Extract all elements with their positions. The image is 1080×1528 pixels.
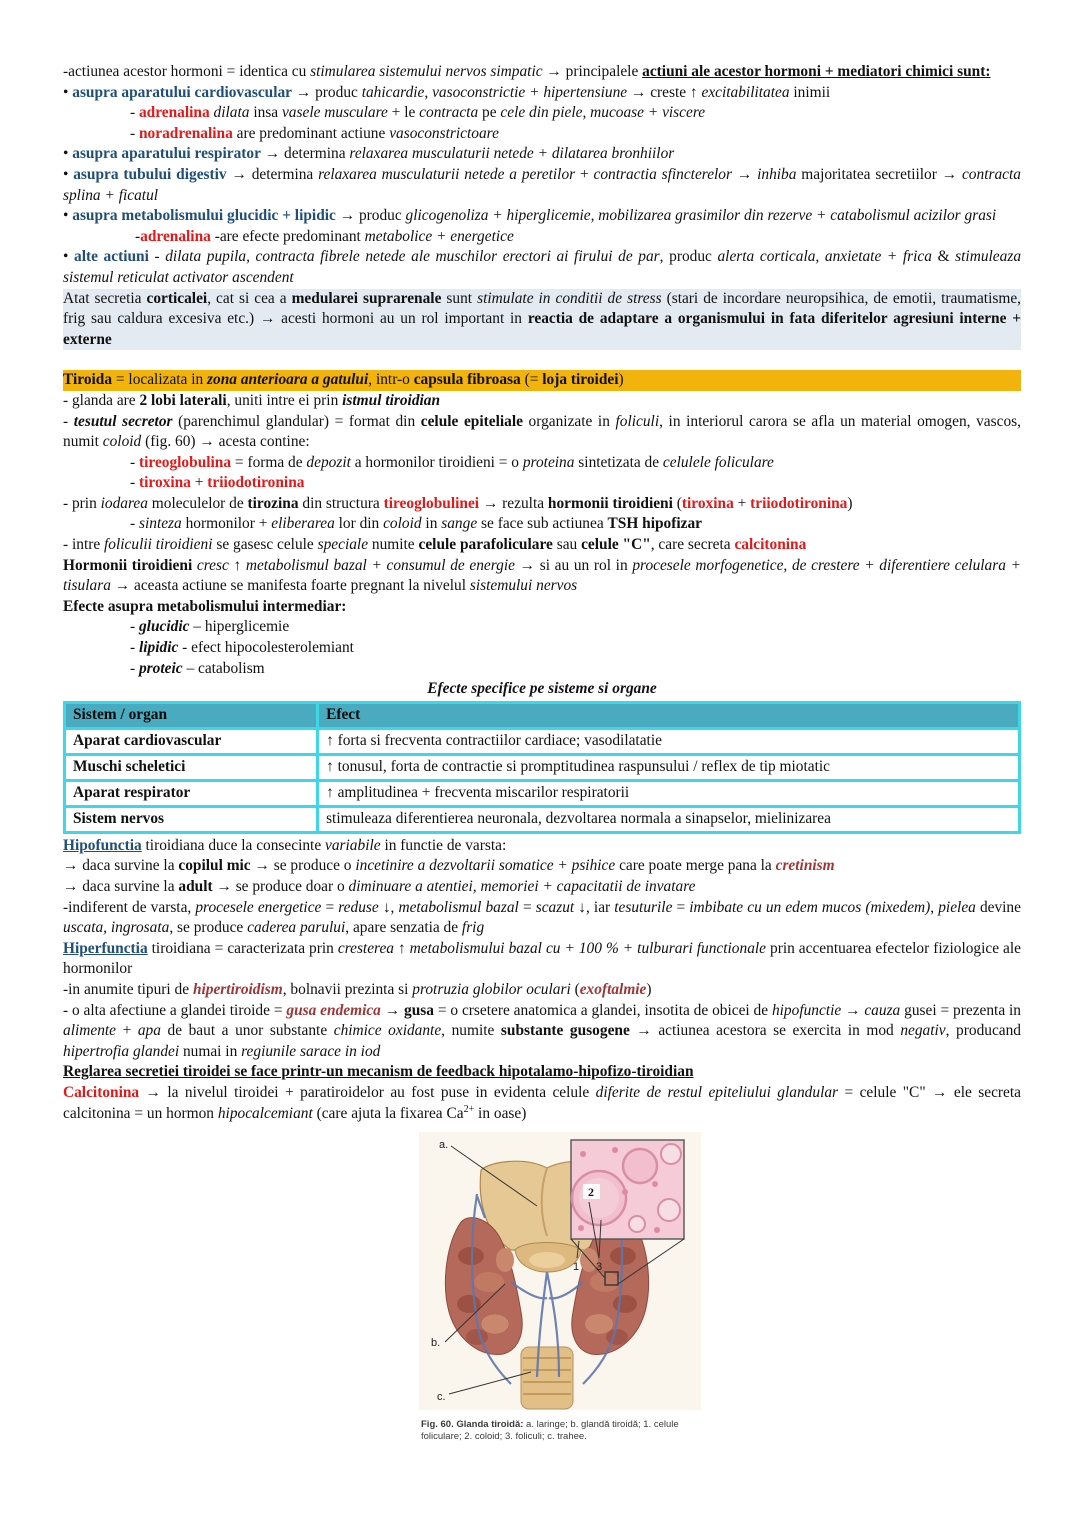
figure-label-a: a.	[439, 1139, 449, 1152]
document-body-bottom	[63, 836, 1021, 1124]
paragraph: -actiunea acestor hormoni = identica cu stimularea sistemului nervos simpatic → principalele actiuni ale acestor hormoni + mediatori chimici sunt:	[63, 63, 991, 80]
paragraph: - intre foliculii tiroidieni se gasesc celule speciale numite celule parafoliculare sau celule "C", care secreta calcitonina	[63, 536, 807, 554]
table-cell: stimuleaza diferentierea neuronala, dezvoltarea normala a sinapselor, mielinizarea	[318, 806, 1020, 832]
paragraph: - glucidic – hiperglicemie	[130, 618, 290, 636]
figure-label-1: 1	[573, 1261, 580, 1274]
paragraph: - sinteza hormonilor + eliberarea lor din coloid in sange se face sub actiunea TSH hipofizar	[130, 515, 702, 533]
figure-caption: Fig. 60. Glanda tiroidă: a. laringe; b. glandă tiroidă; 1. celule foliculare; 2. coloid; 3. foliculi; c. trahee.	[421, 1418, 679, 1442]
paragraph: Hiperfunctia tiroidiana = caracterizata prin cresterea ↑ metabolismului bazal cu + 100 % + tulburari functionale prin accentuarea efectelor fiziologice ale hormonilor	[63, 939, 1021, 978]
paragraph: - proteic – catabolism	[130, 659, 265, 677]
paragraph: Efecte specifice pe sisteme si organe	[427, 680, 657, 698]
paragraph: - prin iodarea moleculelor de tirozina din structura tireoglobulinei → rezulta hormonii tiroidieni (tiroxina + triiodotironina)	[63, 494, 853, 512]
table-row	[65, 754, 1020, 780]
paragraph: - tireoglobulina = forma de depozit a hormonilor tiroidieni = o proteina sintetizata de celulele foliculare	[130, 453, 774, 471]
table-row	[65, 780, 1020, 806]
paragraph: - noradrenalina are predominant actiune vasoconstrictoare	[130, 124, 499, 142]
paragraph: • asupra metabolismului glucidic + lipidic → produc glicogenoliza + hiperglicemie, mobilizarea grasimilor din rezerve + catabolismul acizilor grasi	[63, 207, 997, 225]
thyroid-figure	[419, 1132, 701, 1443]
histology-inset	[571, 1140, 684, 1239]
paragraph: - tiroxina + triiodotironina	[130, 474, 305, 492]
paragraph: • alte actiuni - dilata pupila, contracta fibrele netede ale muschilor erectori ai firului de par, produc alerta corticala, anxietate + frica & stimuleaza sistemul reticulat activator ascendent	[63, 248, 1022, 286]
paragraph: → daca survine la adult → se produce doar o diminuare a atentiei, memoriei + capacitatii de invatare	[63, 878, 696, 895]
paragraph: Atat secretia corticalei, cat si cea a medularei suprarenale sunt stimulate in conditii de stress (stari de incordare neuropsihica, de emotii, traumatisme, frig sau caldura excesiva etc.) → acesti hormoni au un rol important in reactia de adaptare a organismului in fata diferitelor agresiuni interne + externe	[63, 289, 1021, 351]
paragraph: Hormonii tiroidieni cresc ↑ metabolismul bazal + consumul de energie → si au un rol in procesele morfogenetice, de crestere + diferentiere celulara + tisulara → aceasta actiune se manifesta foarte pregnant la nivelul sistemului nervos	[63, 556, 1021, 595]
paragraph: - lipidic - efect hipocolesterolemiant	[130, 639, 354, 657]
paragraph: -in anumite tipuri de hipertiroidism, bolnavii prezinta si protruzia globilor oculari (exoftalmie)	[63, 980, 652, 998]
table-cell: Aparat respirator	[65, 780, 318, 806]
figure-label-2: 2	[588, 1185, 594, 1200]
paragraph: • asupra tubului digestiv → determina relaxarea musculaturii netede a peretilor + contractia sfincterelor → inhiba majoritatea secretiilor → contracta splina + ficatul	[63, 165, 1021, 204]
table-cell: ↑ forta si frecventa contractiilor cardiace; vasodilatatie	[318, 728, 1020, 754]
paragraph: - tesutul secretor (parenchimul glandular) = format din celule epiteliale organizate in foliculi, in interiorul carora se afla un material omogen, vascos, numit coloid (fig. 60) → acesta contine:	[63, 412, 1021, 451]
paragraph: -adrenalina -are efecte predominant metabolice + energetice	[135, 227, 514, 245]
table-row	[65, 728, 1020, 754]
paragraph: Tiroida = localizata in zona anterioara a gatului, intr-o capsula fibroasa (= loja tiroidei)	[63, 370, 1021, 391]
table-cell: Muschi scheletici	[65, 754, 318, 780]
trachea-shape	[521, 1347, 573, 1409]
effects-table-header	[65, 702, 1020, 728]
paragraph: → daca survine la copilul mic → se produce o incetinire a dezvoltarii somatice + psihice care poate merge pana la cretinism	[63, 857, 835, 875]
table-header-cell: Sistem / organ	[65, 702, 318, 728]
figure-label-3: 3	[596, 1261, 603, 1274]
thyroid-figure-illustration	[419, 1132, 701, 1410]
paragraph: Calcitonina → la nivelul tiroidei + paratiroidelor au fost puse in evidenta celule diferite de restul epiteliului glandular = celule "C" → ele secreta calcitonina = un hormon hipocalcemiant (care ajuta la fixarea $Ca^{2+}$ in oase)	[63, 1083, 1021, 1122]
paragraph: -indiferent de varsta, procesele energetice = reduse ↓, metabolismul bazal = scazut ↓, iar tesuturile = imbibate cu un edem mucos (mixedem), pielea devine uscata, ingrosata, se produce caderea parului, apare senzatia de frig	[63, 898, 1021, 937]
table-cell: ↑ tonusul, forta de contractie si promptitudinea raspunsului / reflex de tip miotatic	[318, 754, 1020, 780]
paragraph: Reglarea secretiei tiroidei se face printr-un mecanism de feedback hipotalamo-hipofizo-tiroidian	[63, 1063, 694, 1081]
table-row	[65, 806, 1020, 832]
paragraph: - adrenalina dilata insa vasele musculare + le contracta pe cele din piele, mucoase + viscere	[130, 104, 706, 122]
figure-label-c: c.	[437, 1391, 446, 1404]
table-cell: Sistem nervos	[65, 806, 318, 832]
paragraph: • asupra aparatului respirator → determina relaxarea musculaturii netede + dilatarea bronhiilor	[63, 145, 675, 163]
table-cell: Aparat cardiovascular	[65, 728, 318, 754]
paragraph: • asupra aparatului cardiovascular → produc tahicardie, vasoconstrictie + hipertensiune → creste ↑ excitabilitatea inimii	[63, 83, 831, 101]
paragraph: Efecte asupra metabolismului intermediar:	[63, 597, 347, 615]
table-cell: ↑ amplitudinea + frecventa miscarilor respiratorii	[318, 780, 1020, 806]
effects-table	[63, 701, 1021, 834]
paragraph: - o alta afectiune a glandei tiroide = gusa endemica → gusa = o crsetere anatomica a glandei, insotita de obicei de hipofunctie → cauza gusei = prezenta in alimente + apa de baut a unor substante chimice oxidante, numite substante gusogene → actiunea acestora se exercita in mod negativ, producand hipertrofia glandei numai in regiunile sarace in iod	[63, 1001, 1022, 1060]
paragraph: - glanda are 2 lobi laterali, uniti intre ei prin istmul tiroidian	[63, 391, 441, 409]
figure-label-b: b.	[431, 1337, 441, 1350]
paragraph: Hipofunctia tiroidiana duce la consecinte variabile in functie de varsta:	[63, 836, 507, 854]
document-body-top	[63, 62, 1021, 700]
table-header-cell: Efect	[318, 702, 1020, 728]
